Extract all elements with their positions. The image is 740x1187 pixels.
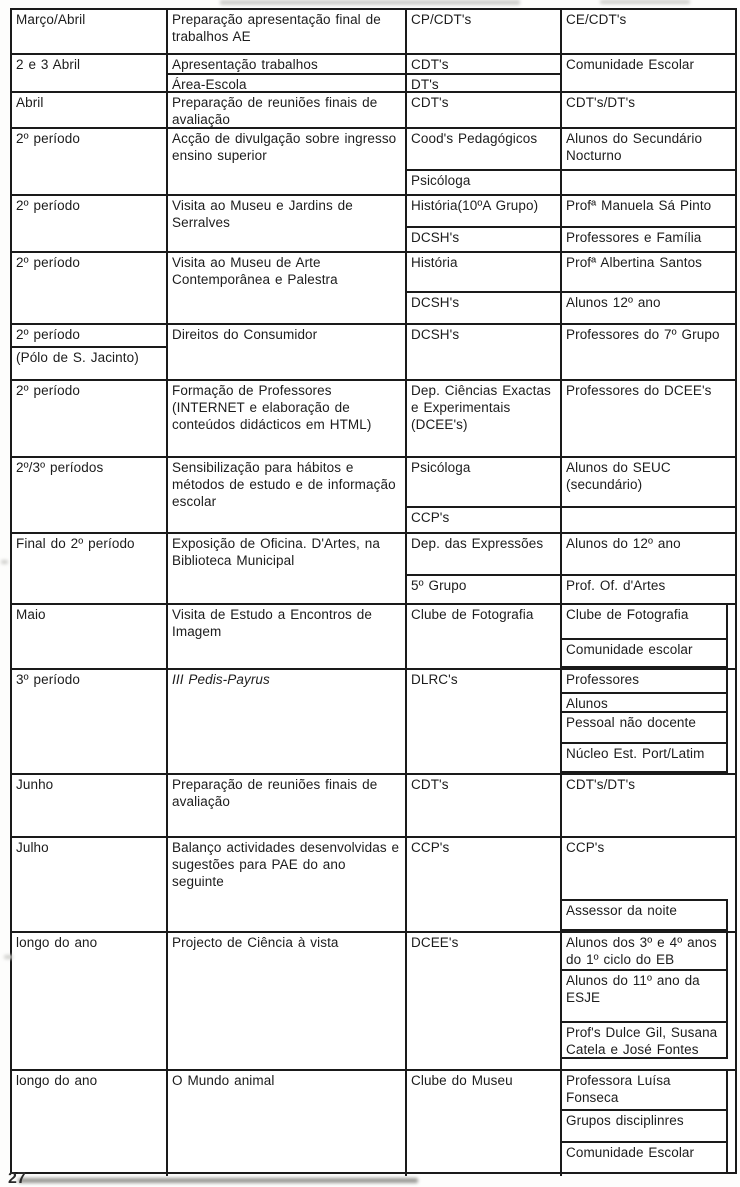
responsible-text: Dep. Ciências Exactas e Experimentais (DCEE's)	[411, 383, 551, 432]
cell-responsible	[407, 838, 562, 931]
responsible-text: CDT's	[411, 95, 449, 110]
cell-period	[12, 381, 168, 456]
cell-audience	[562, 775, 735, 836]
responsible-text: 5º Grupo	[411, 578, 467, 593]
audience-text: Professora Luísa Fonseca	[566, 1073, 671, 1105]
audience-text: Profª Manuela Sá Pinto	[566, 198, 712, 213]
period-text: Abril	[16, 95, 44, 110]
scan-speckle	[4, 955, 13, 959]
cell-responsible	[407, 1071, 562, 1176]
period-text: Julho	[16, 840, 49, 855]
cell-period	[12, 196, 168, 251]
responsible-text: História(10ºA Grupo)	[411, 198, 539, 213]
cell-activity	[168, 458, 407, 532]
responsible-text: DCSH's	[411, 327, 460, 342]
activity-text: Apresentação trabalhos	[172, 57, 318, 72]
activity-text: Preparação de reuniões finais de avaliação	[172, 95, 378, 127]
cell-activity	[168, 381, 407, 456]
table-row	[12, 93, 735, 129]
table-row	[12, 10, 735, 55]
audience-text: CDT's/DT's	[566, 777, 636, 792]
responsible-text: DCSH's	[411, 295, 460, 310]
activity-text: Visita de Estudo a Encontros de Imagem	[172, 607, 372, 639]
period-text: 2º período	[16, 327, 80, 342]
activity-text: III Pedis-Payrus	[172, 672, 270, 687]
table-row	[12, 605, 735, 670]
table-row	[12, 129, 735, 196]
activity-text: Sensibilização para hábitos e métodos de estudo e de informação escolar	[172, 460, 396, 509]
table-row	[12, 196, 735, 253]
activity-text: Visita ao Museu e Jardins de Serralves	[172, 198, 353, 230]
cell-audience	[562, 1071, 735, 1176]
responsible-text: Dep. das Expressões	[411, 536, 544, 551]
audience-text: Alunos 12º ano	[566, 295, 661, 310]
cell-responsible	[407, 670, 562, 773]
cell-period	[12, 10, 168, 53]
responsible-text: CCP's	[411, 510, 450, 525]
cell-audience	[562, 93, 735, 127]
cell-activity	[168, 55, 407, 91]
table-row	[12, 253, 735, 325]
cell-activity	[168, 325, 407, 379]
audience-text: Alunos do 12º ano	[566, 536, 681, 551]
scan-smudge-top-right	[600, 0, 690, 4]
audience-text: Assessor da noite	[566, 903, 678, 918]
period-note-text: (Pólo de S. Jacinto)	[16, 350, 139, 365]
activity-text: O Mundo animal	[172, 1073, 275, 1088]
responsible-text: CP/CDT's	[411, 12, 472, 27]
cell-responsible	[407, 93, 562, 127]
table-row	[12, 325, 735, 381]
audience-text: Alunos	[566, 696, 608, 711]
period-text: 2º período	[16, 383, 80, 398]
responsible-text: História	[411, 255, 458, 270]
cell-audience	[562, 55, 735, 91]
cell-activity	[168, 670, 407, 773]
audience-text: Professores do DCEE's	[566, 383, 712, 398]
activity-text: Preparação apresentação final de trabalhos AE	[172, 12, 381, 44]
cell-responsible	[407, 775, 562, 836]
responsible-text: Clube de Fotografia	[411, 607, 534, 622]
period-text: Maio	[16, 607, 46, 622]
cell-period	[12, 325, 168, 379]
responsible-text: Psicóloga	[411, 173, 471, 188]
cell-audience	[562, 325, 735, 379]
cell-audience	[562, 253, 735, 323]
table-row	[12, 1071, 735, 1176]
audience-text: Prof. Of. d'Artes	[566, 578, 666, 593]
audience-text: Clube de Fotografia	[566, 607, 689, 622]
audience-text: Profª Albertina Santos	[566, 255, 703, 270]
audience-text: Prof's Dulce Gil, Susana Catela e José Fontes	[566, 1025, 718, 1057]
audience-text: Professores e Família	[566, 230, 702, 245]
scan-speckle	[1, 560, 8, 564]
activity-text: Visita ao Museu de Arte Contemporânea e Palestra	[172, 255, 338, 287]
cell-activity	[168, 838, 407, 931]
activities-table	[10, 8, 737, 1174]
period-text: 2º período	[16, 131, 80, 146]
cell-period	[12, 129, 168, 194]
responsible-text: DLRC's	[411, 672, 458, 687]
cell-responsible	[407, 458, 562, 532]
cell-audience	[562, 605, 735, 668]
period-text: Março/Abril	[16, 12, 86, 27]
cell-activity	[168, 129, 407, 194]
audience-text: Professores	[566, 672, 640, 687]
audience-text: CDT's/DT's	[566, 95, 636, 110]
cell-period	[12, 933, 168, 1069]
responsible-text: DCEE's	[411, 935, 459, 950]
responsible-text: Psicóloga	[411, 460, 471, 475]
period-text: 2º/3º períodos	[16, 460, 104, 475]
cell-activity	[168, 10, 407, 53]
cell-period	[12, 253, 168, 323]
activity-text: Projecto de Ciência à vista	[172, 935, 339, 950]
cell-audience	[562, 534, 735, 603]
period-text: 2º período	[16, 255, 80, 270]
cell-audience	[562, 933, 735, 1069]
cell-audience	[562, 381, 735, 456]
cell-activity	[168, 775, 407, 836]
cell-responsible	[407, 381, 562, 456]
cell-responsible	[407, 129, 562, 194]
cell-responsible	[407, 605, 562, 668]
table-row	[12, 381, 735, 458]
cell-activity	[168, 933, 407, 1069]
cell-period	[12, 838, 168, 931]
cell-audience	[562, 196, 735, 251]
audience-text: Pessoal não docente	[566, 715, 696, 730]
scan-smudge-bottom	[18, 1178, 418, 1183]
period-text: 2º período	[16, 198, 80, 213]
activity-text: Acção de divulgação sobre ingresso ensino superior	[172, 131, 397, 163]
responsible-text: CDT's	[411, 57, 449, 72]
cell-audience	[562, 838, 735, 931]
table-row	[12, 670, 735, 775]
cell-activity	[168, 534, 407, 603]
audience-text: Alunos do Secundário Nocturno	[566, 131, 703, 163]
audience-text: Comunidade escolar	[566, 642, 693, 657]
period-text: 3º período	[16, 672, 80, 687]
table-row	[12, 933, 735, 1071]
period-text: 2 e 3 Abril	[16, 57, 81, 72]
responsible-text: CCP's	[411, 840, 450, 855]
table-row	[12, 838, 735, 933]
cell-period	[12, 775, 168, 836]
cell-activity	[168, 253, 407, 323]
table-row	[12, 458, 735, 534]
cell-period	[12, 458, 168, 532]
responsible-text: DT's	[411, 77, 439, 91]
cell-audience	[562, 129, 735, 194]
audience-text: CE/CDT's	[566, 12, 627, 27]
period-text: Final do 2º período	[16, 536, 135, 551]
audience-text: Comunidade Escolar	[566, 57, 695, 72]
table-row	[12, 775, 735, 838]
activity-text: Exposição de Oficina. D'Artes, na Biblioteca Municipal	[172, 536, 380, 568]
cell-responsible	[407, 253, 562, 323]
responsible-text: DCSH's	[411, 230, 460, 245]
cell-period	[12, 93, 168, 127]
cell-period	[12, 55, 168, 91]
table-row	[12, 534, 735, 605]
cell-activity	[168, 93, 407, 127]
activity-text: Direitos do Consumidor	[172, 327, 318, 342]
audience-text: Professores do 7º Grupo	[566, 327, 720, 342]
cell-responsible	[407, 933, 562, 1069]
activity-text: Preparação de reuniões finais de avaliação	[172, 777, 378, 809]
responsible-text: CDT's	[411, 777, 449, 792]
audience-text: Comunidade Escolar	[566, 1145, 695, 1160]
cell-responsible	[407, 325, 562, 379]
audience-text: CCP's	[566, 840, 605, 855]
activity-text: Formação de Professores (INTERNET e elaboração de conteúdos didácticos em HTML)	[172, 383, 372, 432]
cell-activity	[168, 1071, 407, 1176]
cell-period	[12, 1071, 168, 1176]
cell-audience	[562, 458, 735, 532]
table-row	[12, 55, 735, 93]
cell-responsible	[407, 196, 562, 251]
period-text: Junho	[16, 777, 54, 792]
responsible-text: Clube do Museu	[411, 1073, 513, 1088]
scan-smudge-top	[220, 0, 520, 5]
page-number: 27	[8, 1170, 26, 1187]
responsible-text: Cood's Pedagógicos	[411, 131, 538, 146]
audience-text: Alunos dos 3º e 4º anos do 1º ciclo do EB	[566, 935, 717, 967]
cell-activity	[168, 605, 407, 668]
period-text: longo do ano	[16, 935, 98, 950]
cell-period	[12, 605, 168, 668]
cell-audience	[562, 10, 735, 53]
activity-text: Área-Escola	[172, 77, 247, 91]
cell-responsible	[407, 55, 562, 91]
cell-audience	[562, 670, 735, 773]
cell-responsible	[407, 10, 562, 53]
cell-period	[12, 670, 168, 773]
audience-text: Grupos disciplinres	[566, 1113, 684, 1128]
audience-text: Alunos do 11º ano da ESJE	[566, 973, 700, 1005]
period-text: longo do ano	[16, 1073, 98, 1088]
audience-text: Núcleo Est. Port/Latim	[566, 746, 705, 761]
cell-period	[12, 534, 168, 603]
activity-text: Balanço actividades desenvolvidas e sugestões para PAE do ano seguinte	[172, 840, 400, 889]
cell-activity	[168, 196, 407, 251]
cell-responsible	[407, 534, 562, 603]
audience-text: Alunos do SEUC (secundário)	[566, 460, 671, 492]
